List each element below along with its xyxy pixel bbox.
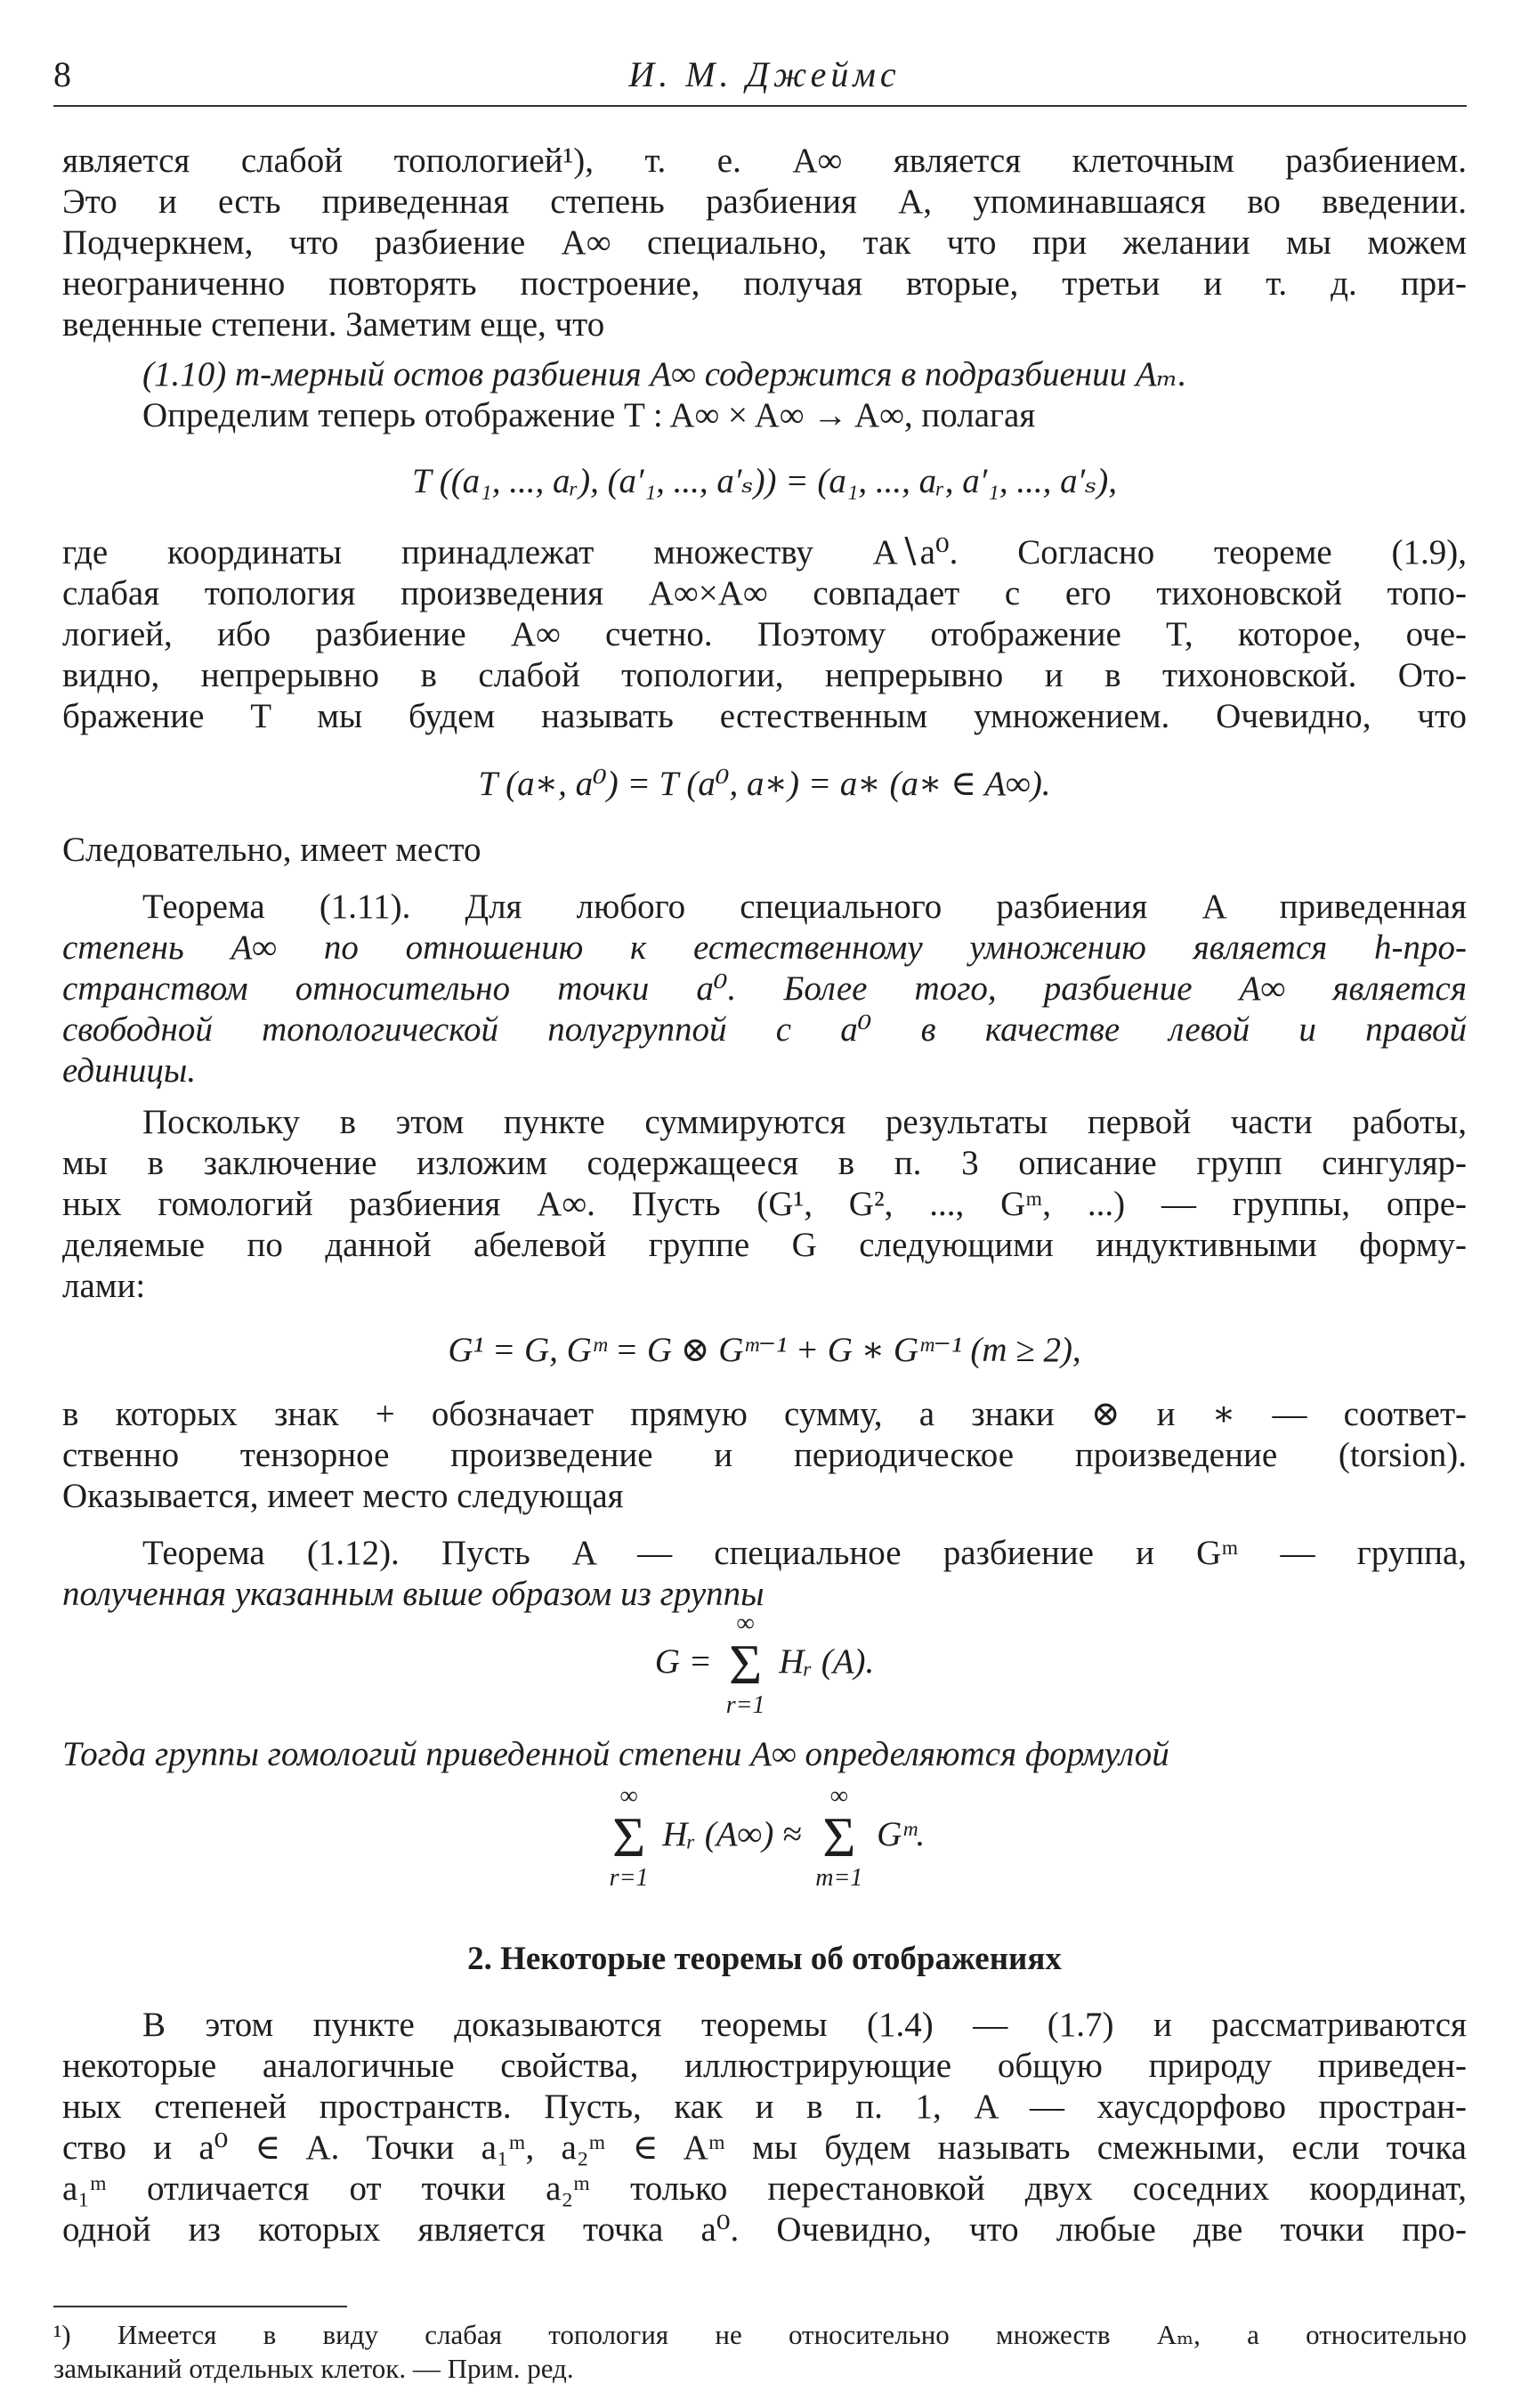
text-line: логией, ибо разбиение A∞ счетно. Поэтому отображение T, которое, оче- [62, 615, 1467, 653]
theorem-1-11-line: единицы. [62, 1051, 197, 1090]
text-line: Поскольку в этом пункте суммируются результаты первой части работы, [142, 1103, 1467, 1141]
text-line: слабая топология произведения A∞×A∞ совпадает с его тихоновской топо- [62, 574, 1467, 612]
sum-symbol: ∞ Σ r=1 [725, 1609, 765, 1719]
formula-lhs: G = [654, 1642, 712, 1681]
formula-groups: G¹ = G, Gᵐ = G ⊗ Gᵐ⁻¹ + G ∗ Gᵐ⁻¹ (m ≥ 2), [448, 1331, 1081, 1369]
sum-upper-limit: ∞ [619, 1782, 638, 1810]
theorem-1-12-line: Тогда группы гомологий приведенной степени A∞ определяются формулой [62, 1735, 1169, 1773]
text-line: является слабой топологией¹), т. е. A∞ является клеточным разбиением. [62, 142, 1467, 180]
text-line: одной из которых является точка a⁰. Очевидно, что любые две точки про- [62, 2210, 1467, 2249]
sum-lower-limit: r=1 [609, 1864, 649, 1892]
theorem-1-11-line: странством относительно точки a⁰. Более того, разбиение A∞ является [62, 969, 1467, 1008]
sum-lower-limit: m=1 [815, 1864, 863, 1892]
statement-1-10: (1.10) m-мерный остов разбиения A∞ содержится в подразбиении Aₘ. [142, 355, 1187, 393]
text-line: мы в заключение изложим содержащееся в п. 3 описание групп сингуляр- [62, 1144, 1467, 1182]
formula-rhs: Hᵣ (A). [779, 1642, 875, 1681]
text-line: ных гомологий разбиения A∞. Пусть (G¹, G², ..., Gᵐ, ...) — группы, опре- [62, 1185, 1467, 1223]
formula-middle: Hᵣ (A∞) ≈ [662, 1814, 802, 1853]
theorem-1-11-line: Теорема (1.11). Для любого специального разбиения A приведенная [142, 888, 1467, 926]
theorem-1-12-line: полученная указанным выше образом из группы [62, 1575, 764, 1613]
text-line: Оказывается, имеет место следующая [62, 1477, 624, 1515]
formula-group-sum [0, 1611, 1529, 1718]
text-line: Определим теперь отображение T : A∞ × A∞ → A∞, полагая [142, 396, 1036, 434]
text-line: бражение T мы будем называть естественным умножением. Очевидно, что [62, 697, 1467, 735]
sum-upper-limit: ∞ [736, 1609, 755, 1637]
text-line: некоторые аналогичные свойства, иллюстрирующие общую природу приведен- [62, 2047, 1467, 2085]
section-title: 2. Некоторые теоремы об отображениях [467, 1941, 1062, 1977]
text-line: Это и есть приведенная степень разбиения A, упоминавшаяся во введении. [62, 182, 1467, 221]
text-line: ство и a⁰ ∈ A. Точки a₁ᵐ, a₂ᵐ ∈ Aᵐ мы будем называть смежными, если точка [62, 2128, 1467, 2167]
footnote-line: ¹) Имеется в виду слабая топология не относительно множеств Aₘ, а относительно [53, 2319, 1467, 2350]
theorem-1-11-line: свободной топологической полугруппой с a⁰ в качестве левой и правой [62, 1010, 1467, 1049]
formula-unit: T (a∗, a⁰) = T (a⁰, a∗) = a∗ (a∗ ∈ A∞). [478, 765, 1051, 803]
sum-lower-limit: r=1 [725, 1691, 765, 1719]
text-line: видно, непрерывно в слабой топологии, непрерывно и в тихоновской. Ото- [62, 656, 1467, 694]
theorem-1-11-line: степень A∞ по отношению к естественному умножению является h-про- [62, 928, 1467, 967]
text-line: Подчеркнем, что разбиение A∞ специально, так что при желании мы можем [62, 223, 1467, 262]
page-number: 8 [53, 54, 71, 94]
text-line: a₁ᵐ отличается от точки a₂ᵐ только перестановкой двух соседних координат, [62, 2169, 1467, 2208]
text-line: деляемые по данной абелевой группе G следующими индуктивными форму- [62, 1226, 1467, 1264]
text-line: Следовательно, имеет место [62, 831, 481, 869]
formula-multiplication: T ((a₁, ..., aᵣ), (a′₁, ..., a′ₛ)) = (a₁, ..., aᵣ, a′₁, ..., a′ₛ), [411, 462, 1118, 500]
text-line: в которых знак + обозначает прямую сумму, а знаки ⊗ и ∗ — соответ- [62, 1395, 1467, 1433]
sum-upper-limit: ∞ [829, 1782, 848, 1810]
sum-symbol: ∞ Σ r=1 [609, 1782, 649, 1892]
header-rule [53, 105, 1467, 107]
formula-rhs: Gᵐ. [877, 1814, 926, 1853]
theorem-1-12-line: Теорема (1.12). Пусть A — специальное разбиение и Gᵐ — группа, [142, 1534, 1467, 1572]
text-line: лами: [62, 1267, 146, 1305]
text-line: неограниченно повторять построение, получая вторые, третьи и т. д. при- [62, 264, 1467, 303]
text-line: ственно тензорное произведение и периодическое произведение (torsion). [62, 1436, 1467, 1474]
sum-symbol: ∞ Σ m=1 [815, 1782, 863, 1892]
footnote-line: замыканий отдельных клеток. — Прим. ред. [53, 2353, 574, 2384]
text-line: веденные степени. Заметим еще, что [62, 305, 605, 344]
text-line: В этом пункте доказываются теоремы (1.4) — (1.7) и рассматриваются [142, 2006, 1467, 2044]
running-header-author: И. М. Джеймс [628, 54, 901, 94]
text-line: ных степеней пространств. Пусть, как и в п. 1, A — хаусдорфово простран- [62, 2088, 1467, 2126]
formula-homology-sum [0, 1784, 1529, 1891]
footnote-rule [53, 2306, 347, 2307]
text-line: где координаты принадлежат множеству A∖a⁰. Согласно теореме (1.9), [62, 533, 1467, 572]
